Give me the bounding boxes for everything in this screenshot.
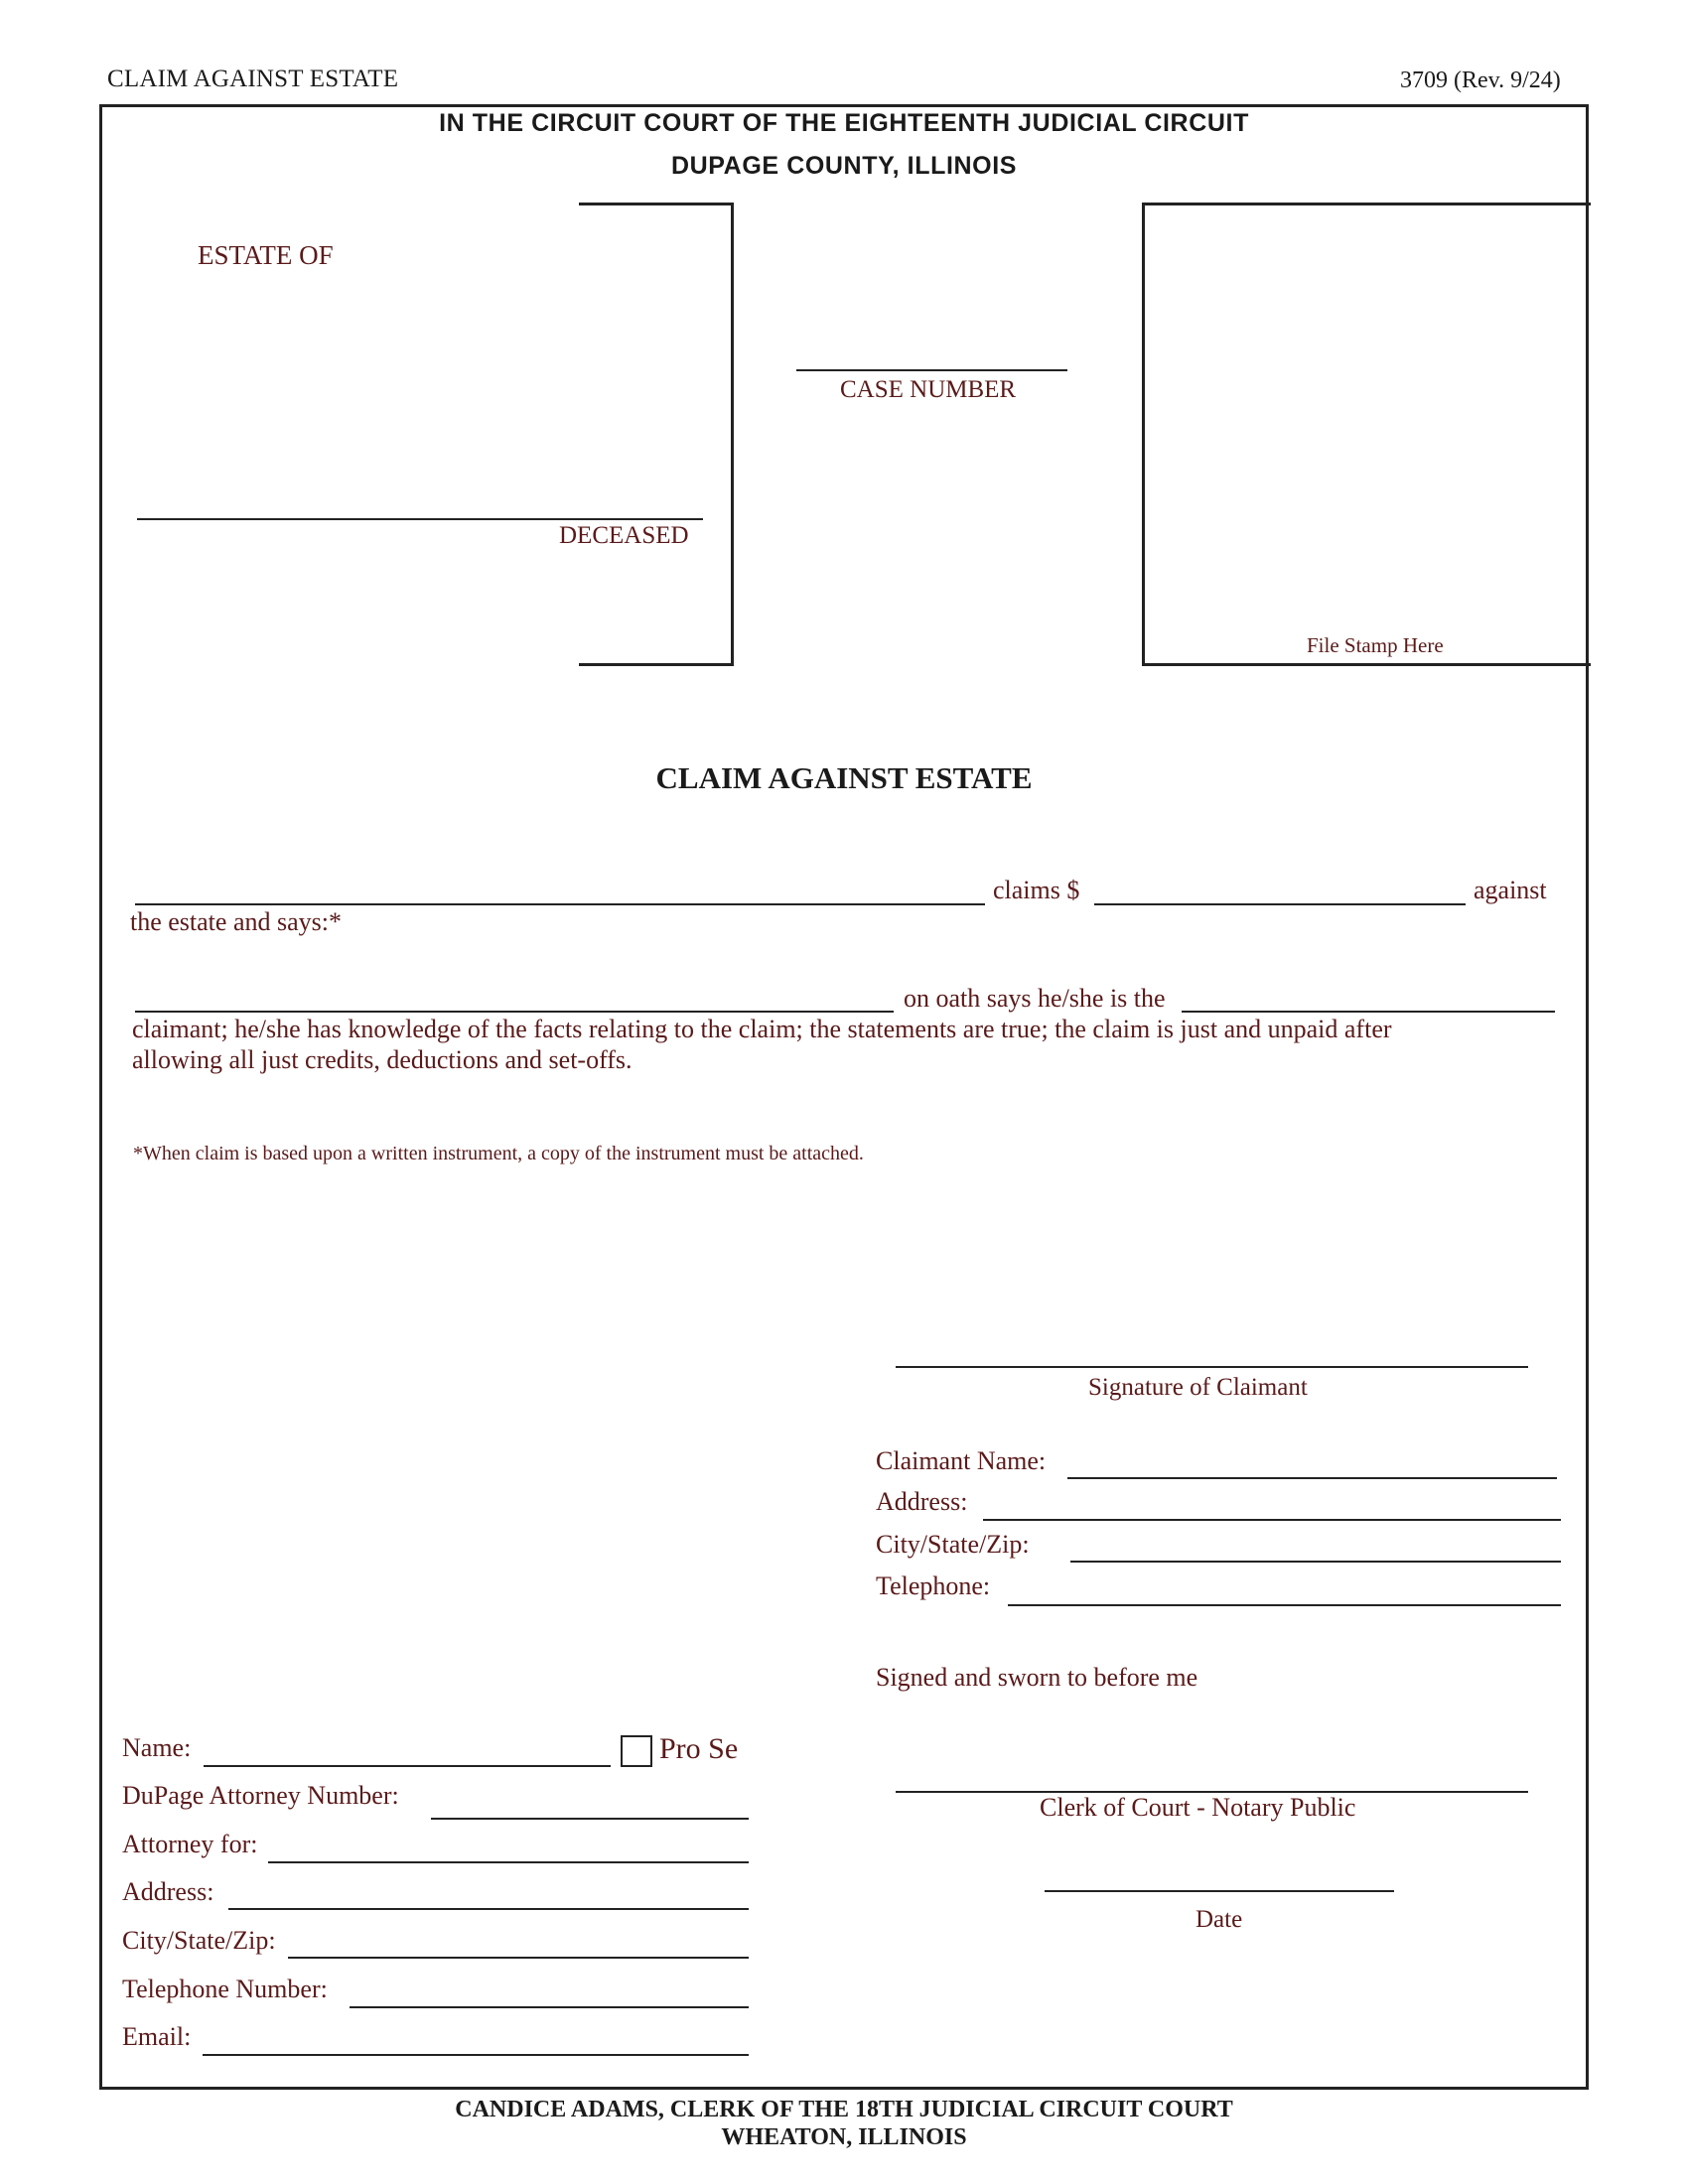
pro-se-label: Pro Se — [659, 1732, 739, 1765]
document-title: CLAIM AGAINST ESTATE — [655, 760, 1033, 795]
claim-amount-line[interactable] — [1094, 903, 1466, 905]
decedent-name-line[interactable] — [137, 518, 703, 520]
pro-se-checkbox[interactable] — [621, 1735, 652, 1767]
attorney-for-line[interactable] — [268, 1861, 749, 1863]
attorney-address-line[interactable] — [228, 1908, 749, 1910]
claimant-name-label: Claimant Name: — [876, 1446, 1047, 1475]
form-title-header: CLAIM AGAINST ESTATE — [107, 66, 399, 92]
estate-of-label: ESTATE OF — [198, 240, 334, 270]
attorney-number-line[interactable] — [431, 1818, 749, 1820]
sworn-text: Signed and sworn to before me — [876, 1663, 1198, 1692]
file-stamp-label: File Stamp Here — [1307, 633, 1444, 657]
footnote: *When claim is based upon a written instrument, a copy of the instrument must be attached. — [133, 1143, 864, 1164]
case-number-line[interactable] — [796, 369, 1067, 371]
footer-clerk: CANDICE ADAMS, CLERK OF THE 18TH JUDICIAL CIRCUIT COURT — [455, 2097, 1233, 2122]
attorney-telephone-label: Telephone Number: — [122, 1975, 328, 2003]
claimant-address-line[interactable] — [983, 1519, 1561, 1521]
against-label: against — [1474, 876, 1547, 904]
caption-bracket-bottom — [579, 663, 734, 666]
date-caption: Date — [1196, 1906, 1243, 1933]
clerk-caption: Clerk of Court - Notary Public — [1040, 1793, 1356, 1822]
date-line[interactable] — [1045, 1890, 1394, 1892]
attorney-number-label: DuPage Attorney Number: — [122, 1781, 399, 1810]
affiant-line[interactable] — [135, 1011, 894, 1013]
deceased-label: DECEASED — [559, 522, 689, 549]
attorney-city-line[interactable] — [288, 1957, 749, 1959]
estate-says-text: the estate and says:* — [130, 907, 342, 936]
claimant-address-label: Address: — [876, 1487, 968, 1516]
attorney-for-label: Attorney for: — [122, 1830, 258, 1858]
claimant-statement-1: claimant; he/she has knowledge of the facts relating to the claim; the statements are true; the claim is just and unpaid after — [132, 1015, 1392, 1043]
attorney-address-label: Address: — [122, 1877, 214, 1906]
claimant-city-label: City/State/Zip: — [876, 1530, 1030, 1559]
capacity-line[interactable] — [1182, 1011, 1555, 1013]
attorney-email-label: Email: — [122, 2022, 192, 2051]
oath-label: on oath says he/she is the — [904, 984, 1166, 1013]
footer-city: WHEATON, ILLINOIS — [721, 2124, 967, 2150]
court-name: IN THE CIRCUIT COURT OF THE EIGHTEENTH JUDICIAL CIRCUIT — [439, 109, 1249, 137]
case-number-label: CASE NUMBER — [840, 376, 1017, 403]
claimant-telephone-label: Telephone: — [876, 1571, 991, 1600]
attorney-name-label: Name: — [122, 1733, 192, 1762]
claimant-statement-2: allowing all just credits, deductions and set-offs. — [132, 1045, 633, 1074]
attorney-telephone-line[interactable] — [350, 2006, 749, 2008]
signature-line[interactable] — [896, 1366, 1528, 1368]
form-number: 3709 (Rev. 9/24) — [1400, 68, 1561, 93]
claimant-telephone-line[interactable] — [1008, 1604, 1561, 1606]
caption-bracket-side — [731, 203, 734, 666]
attorney-email-line[interactable] — [203, 2054, 749, 2056]
claims-label: claims $ — [993, 876, 1080, 904]
court-county: DUPAGE COUNTY, ILLINOIS — [670, 152, 1018, 180]
attorney-city-label: City/State/Zip: — [122, 1926, 276, 1955]
claimant-line[interactable] — [135, 903, 985, 905]
claimant-name-line[interactable] — [1067, 1477, 1557, 1479]
claimant-city-line[interactable] — [1070, 1561, 1561, 1563]
attorney-name-line[interactable] — [204, 1765, 611, 1767]
file-stamp-box — [1142, 203, 1591, 666]
signature-caption: Signature of Claimant — [1088, 1374, 1308, 1401]
caption-bracket-top — [579, 203, 734, 205]
